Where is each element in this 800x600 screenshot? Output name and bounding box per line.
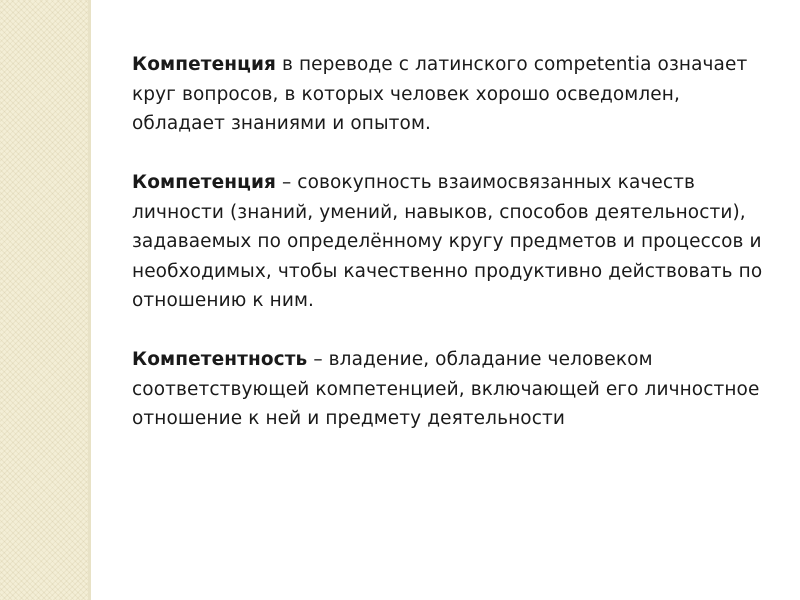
term-competence: Компетенция [132, 172, 276, 193]
definition-competence [132, 168, 772, 316]
definition-competence-latin [132, 50, 772, 139]
definition-competency [132, 345, 772, 434]
decorative-side-band [0, 0, 88, 600]
definition-text: – совокупность взаимосвязанных качеств личности (знаний, умений, навыков, способов деятельности), задаваемых по определённому кругу предметов и процессов и необходимых, чтобы качественно продуктивно действовать по отношению к ним. [132, 172, 763, 311]
term-competence: Компетенция [132, 54, 276, 75]
term-competency: Компетентность [132, 349, 308, 370]
definition-text: – владение, обладание человеком соответствующей компетенцией, включающей его личностное отношение к ней и предмету деятельности [132, 349, 760, 429]
decorative-side-line [88, 0, 91, 600]
definition-text: в переводе с латинского competentia означает круг вопросов, в которых человек хорошо осведомлен, обладает знаниями и опытом. [132, 54, 748, 134]
slide-text-body [132, 50, 772, 463]
